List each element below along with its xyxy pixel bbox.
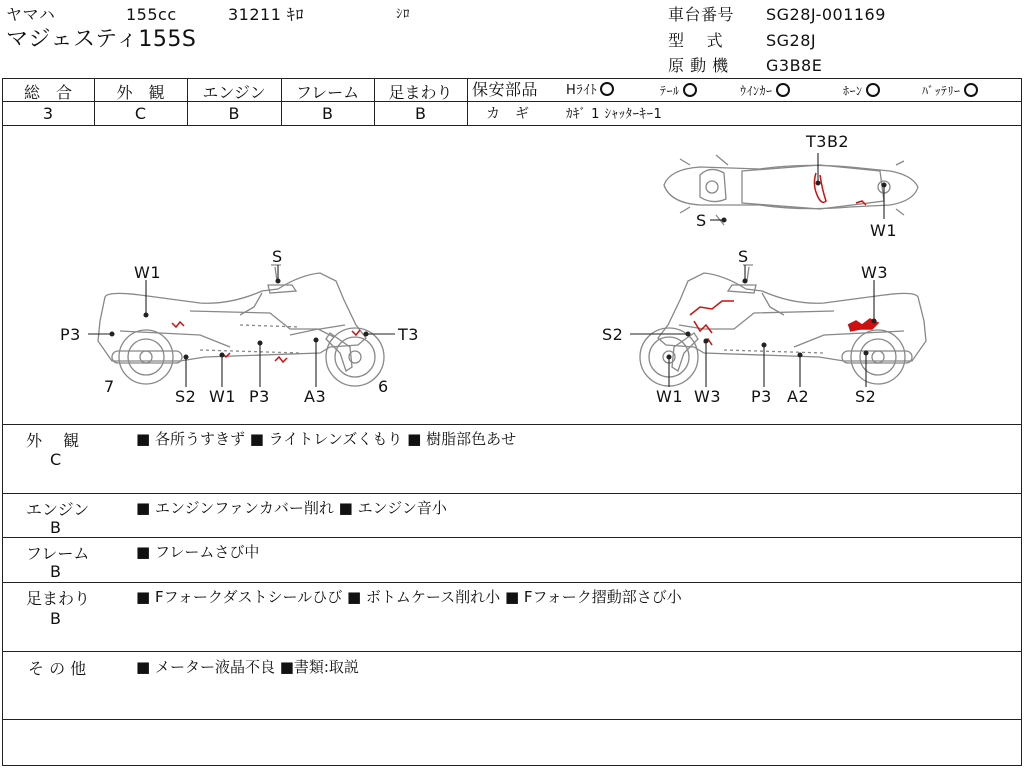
label-left-t3: T3 xyxy=(398,325,419,344)
left-side-view xyxy=(98,265,384,386)
safety-winker: ｳｲﾝｶｰ xyxy=(740,82,790,100)
safety-label: 保安部品 xyxy=(472,80,539,99)
note-text: ■ エンジンファンカバー削れ ■ エンジン音小 xyxy=(136,499,447,517)
label-right-s2-left: S2 xyxy=(602,325,624,344)
label-right-w3-top: W3 xyxy=(861,263,888,282)
note-text: ■ メーター液晶不良 ■書類:取説 xyxy=(136,658,359,676)
overall-label: 総 合 xyxy=(23,83,72,102)
note-label: 足まわり xyxy=(26,589,91,608)
label-right-s-top: S xyxy=(738,247,749,266)
type-label: 型 式 xyxy=(668,31,724,50)
label-right-w1: W1 xyxy=(656,387,683,406)
maker: ヤマハ xyxy=(6,5,56,24)
winker-ok-icon xyxy=(776,83,790,97)
taillight-ok-icon xyxy=(683,83,697,97)
label-right-w3: W3 xyxy=(694,387,721,406)
key-value: ｶｷﾞ 1 ｼｬｯﾀｰｷｰ1 xyxy=(566,107,663,122)
exterior-grade: C xyxy=(134,104,147,123)
note-label: フレーム xyxy=(26,544,90,563)
right-side-view xyxy=(640,265,926,386)
key-label: カ ギ xyxy=(486,106,530,122)
headlight-ok-icon xyxy=(600,82,614,96)
note-grade: C xyxy=(50,450,62,469)
battery-ok-icon xyxy=(964,83,978,97)
note-label: 外 観 xyxy=(26,431,80,450)
frame-no: SG28J-001169 xyxy=(766,5,886,24)
note-text: ■ Fフォークダストシールひび ■ ボトムケース削れ小 ■ Fフォーク摺動部さび小 xyxy=(136,588,682,606)
top-damage-marks xyxy=(814,173,866,205)
engine-grade-label: エンジン xyxy=(202,83,266,102)
safety-headlight: Hﾗｲﾄ xyxy=(566,82,614,100)
frame-no-label: 車台番号 xyxy=(668,5,735,24)
label-right-s2: S2 xyxy=(855,387,877,406)
horn-ok-icon xyxy=(866,83,880,97)
label-top-t3b2: T3B2 xyxy=(806,132,850,151)
label-right-p3: P3 xyxy=(751,387,772,406)
top-leader-lines xyxy=(710,153,886,222)
label-top-s: S xyxy=(696,211,707,230)
color: ｼﾛ xyxy=(396,7,410,22)
frame-grade-label: フレーム xyxy=(295,83,360,102)
note-text: ■ フレームさび中 xyxy=(136,543,260,561)
note-grade: B xyxy=(50,518,61,537)
note-grade: B xyxy=(50,609,61,628)
left-damage-marks xyxy=(172,322,360,362)
label-left-w1: W1 xyxy=(209,387,236,406)
label-top-w1: W1 xyxy=(870,221,897,240)
safety-taillight: ﾃｰﾙ xyxy=(660,82,697,100)
note-grade: B xyxy=(50,562,61,581)
label-left-s-top: S xyxy=(272,247,283,266)
label-left-7: 7 xyxy=(104,377,115,396)
note-label: エンジン xyxy=(26,500,90,519)
overall-grade: 3 xyxy=(42,104,54,123)
label-right-a2: A2 xyxy=(787,387,810,406)
label-left-a3: A3 xyxy=(304,387,327,406)
label-left-s2: S2 xyxy=(175,387,197,406)
safety-horn: ﾎｰﾝ xyxy=(843,82,880,100)
type-value: SG28J xyxy=(766,31,817,50)
suspension-grade: B xyxy=(415,104,426,123)
label-left-6: 6 xyxy=(378,377,389,396)
engine-label: 原 動 機 xyxy=(668,56,729,75)
label-left-p3: P3 xyxy=(60,325,81,344)
displacement: 155cc xyxy=(126,5,177,24)
model-name: マジェスティ155S xyxy=(6,27,197,52)
exterior-label: 外 観 xyxy=(116,83,165,102)
label-left-w1-top: W1 xyxy=(134,263,161,282)
mileage: 31211 ｷﾛ xyxy=(228,5,304,24)
right-damage-marks xyxy=(690,301,878,345)
label-left-p3-bottom: P3 xyxy=(249,387,270,406)
suspension-grade-label: 足まわり xyxy=(388,83,453,102)
safety-battery: ﾊﾞｯﾃﾘｰ xyxy=(922,82,978,100)
engine-grade: B xyxy=(228,104,240,123)
note-text: ■ 各所うすきず ■ ライトレンズくもり ■ 樹脂部色あせ xyxy=(136,430,517,448)
engine-value: G3B8E xyxy=(766,56,823,75)
note-label: そ の 他 xyxy=(28,659,87,678)
frame-grade: B xyxy=(322,104,333,123)
